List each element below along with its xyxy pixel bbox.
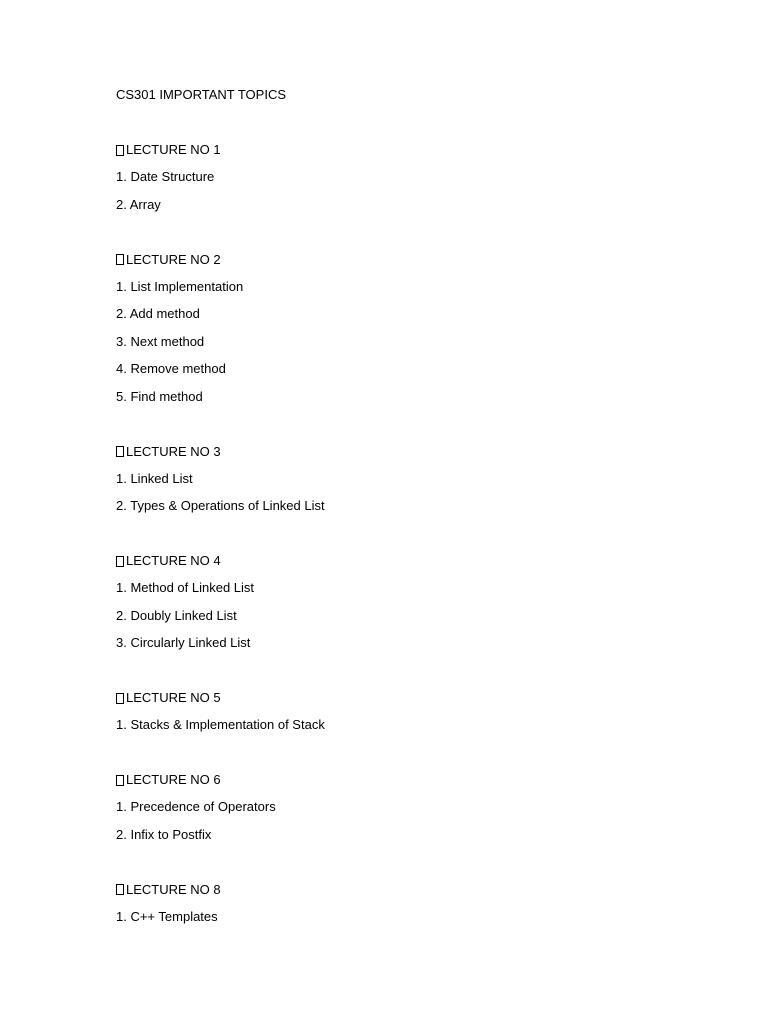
box-icon: [116, 775, 124, 786]
topic-item: 2. Add method: [116, 306, 200, 321]
lecture-heading-label: LECTURE NO 4: [126, 553, 221, 568]
box-icon: [116, 446, 124, 457]
box-icon: [116, 884, 124, 895]
topic-item: 1. Linked List: [116, 470, 193, 486]
lecture-section: [116, 690, 716, 733]
topic-item: 2. Types & Operations of Linked List: [116, 498, 325, 513]
lecture-heading: [116, 690, 716, 706]
topic-item: 3. Next method: [116, 333, 205, 349]
topic-item: 1. Method of Linked List: [116, 580, 255, 595]
lecture-heading-label: LECTURE NO 2: [126, 251, 221, 267]
topic-item: 1. Precedence of Operators: [116, 799, 276, 814]
document-title: CS301 IMPORTANT TOPICS: [116, 87, 287, 102]
lecture-heading-label: LECTURE NO 1: [126, 142, 221, 157]
topic-item: 1. C++ Templates: [116, 908, 218, 924]
document-content: [116, 87, 716, 964]
lecture-heading-label: LECTURE NO 6: [126, 772, 221, 787]
lecture-heading: [116, 142, 716, 158]
topic-item: 2. Array: [116, 196, 161, 212]
lecture-heading: [116, 882, 716, 898]
box-icon: [116, 556, 124, 567]
lecture-heading: [116, 252, 716, 268]
box-icon: [116, 693, 124, 704]
lecture-section: [116, 252, 716, 405]
topic-item: 2. Infix to Postfix: [116, 826, 212, 842]
lecture-section: [116, 553, 716, 651]
topic-item: 4. Remove method: [116, 361, 226, 376]
lecture-list: [116, 142, 716, 925]
lecture-heading: [116, 553, 716, 569]
topic-item: 3. Circularly Linked List: [116, 635, 251, 650]
lecture-section: [116, 142, 716, 213]
lecture-heading-label: LECTURE NO 5: [126, 690, 221, 705]
lecture-heading: [116, 444, 716, 460]
box-icon: [116, 254, 124, 265]
lecture-heading-label: LECTURE NO 8: [126, 881, 221, 897]
lecture-section: [116, 882, 716, 925]
lecture-heading-label: LECTURE NO 3: [126, 443, 221, 459]
topic-item: 5. Find method: [116, 388, 203, 404]
topic-item: 1. Stacks & Implementation of Stack: [116, 717, 325, 732]
lecture-section: [116, 772, 716, 843]
box-icon: [116, 145, 124, 156]
lecture-section: [116, 444, 716, 515]
topic-item: 2. Doubly Linked List: [116, 607, 237, 623]
topic-item: 1. List Implementation: [116, 278, 244, 294]
topic-item: 1. Date Structure: [116, 169, 215, 184]
lecture-heading: [116, 772, 716, 788]
